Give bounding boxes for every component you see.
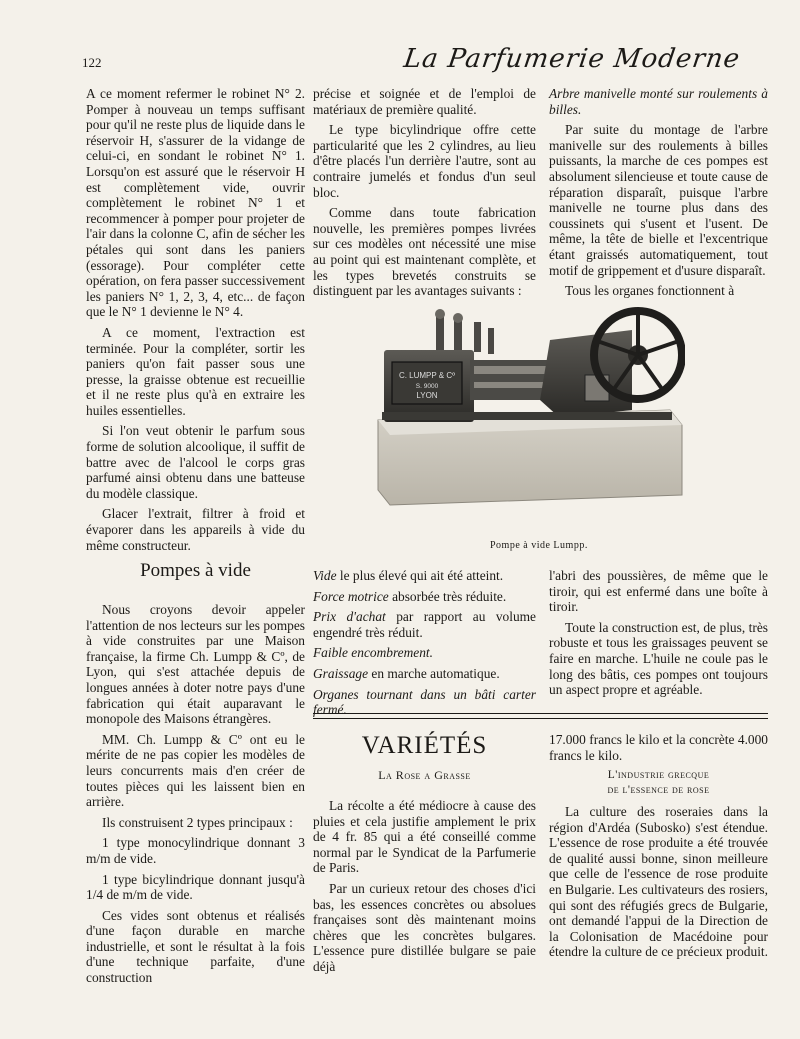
advantage-item: Force motrice absorbée très réduite. (313, 588, 507, 604)
pump-illustration (370, 300, 685, 525)
subheading-line: L'industrie grecque (607, 769, 710, 781)
plate-line-1: C. LUMPP & Cº (398, 371, 456, 380)
paragraph: La récolte a été médiocre à cause des pluies et cela justifie amplement le prix de 4 fr. 85 qui a été conseillé comme normal par le Syndicat de la Parfumerie de Paris. (313, 798, 536, 876)
column-3-middle (549, 568, 768, 703)
paragraph: l'abri des poussières, de même que le tiroir, qui est enfermé dans une boîte à tiroir. (549, 568, 768, 615)
column-3-top (549, 86, 768, 304)
advantage-item: Graissage en marche automatique. (313, 665, 500, 681)
advantage-item: Faible encombrement. (313, 645, 433, 661)
paragraph: 1 type monocylindrique donnant 3 m/m de vide. (86, 835, 305, 866)
paragraph: 17.000 francs le kilo et la concrète 4.000 francs le kilo. (549, 732, 768, 763)
paragraph: 1 type bicylindrique donnant jusqu'à 1/4 de m/m de vide. (86, 871, 305, 903)
paragraph: Ces vides sont obtenus et réalisés d'une façon durable en marche industrielle, et sont le résultat à la fois d'une technique parfaite, d'une construction (86, 907, 305, 986)
advantage-item: Prix d'achat par rapport au volume engendré très réduit. (313, 609, 536, 640)
paragraph: Nous croyons devoir appeler l'attention de nos lecteurs sur les pompes à vide construites par une Maison française, la firme Ch. Lumpp & Cº, de Lyon, qui s'est attachée depuis de longues années à doter notre pays d'une fabrication qui était auparavant le monopole des Maisons étrangères. (86, 602, 305, 727)
figure-caption: Pompe à vide Lumpp. (490, 540, 588, 551)
subheading-industrie-grecque (549, 768, 768, 798)
paragraph: La culture des roseraies dans la région d'Ardéa (Subosko) s'est étendue. L'essence de rose produite a été trouvée de qualité aussi bonne, sinon meilleure que celle de l'essence de rose produite en Bulgarie. Les cultivateurs des rosiers, qui sont des réfugiés grecs de Bulgarie, ont demandé l'appui de la Direction de la Colonisation de Macédoine pour étendre la culture de ce précieux produit. (549, 804, 768, 960)
paragraph: Toute la construction est, de plus, très robuste et tous les graissages peuvent se faire en marche. L'huile ne coule pas le long des bâtis, ces pompes ont toujours un aspect propre et agréable. (549, 619, 768, 698)
column-2-advantages (313, 568, 536, 723)
column-1-bottom (86, 602, 305, 991)
column-2-varietes (313, 798, 536, 980)
page-number: 122 (82, 55, 102, 70)
plate-line-3: LYON (416, 391, 438, 400)
paragraph: Par suite du montage de l'arbre manivelle sur des roulements à billes puissants, la marche de ces pompes est absolument silencieuse et toute cause de réparation disparaît, puisque l'arbre manivelle ne tourne plus dans des coussinets qui s'usent et l'usent. De même, la tête de bielle et l'excentrique étant graissés automatiquement, tout motif de grippement et d'usure disparaît. (549, 122, 768, 278)
subheading-line: de l'essence de rose (607, 784, 710, 796)
section-rule (313, 713, 768, 714)
paragraph: précise et soignée et de l'emploi de matériaux de première qualité. (313, 86, 536, 117)
section-rule (313, 718, 768, 719)
plate-line-2: S. 9000 (415, 383, 439, 390)
paragraph: Le type bicylindrique offre cette particularité que les 2 cylindres, au lieu d'être placés l'un derrière l'autre, sont au contraire jumelés et fondus d'un seul bloc. (313, 122, 536, 200)
paragraph: Glacer l'extrait, filtrer à froid et évaporer dans les appareils à vide du même constructeur. (86, 506, 305, 553)
paragraph: MM. Ch. Lumpp & Cº ont eu le mérite de ne pas copier les modèles de leurs concurrents mais d'en créer de toutes pièces qui les laissent bien en arrière. (86, 731, 305, 810)
section-heading-varietes: VARIÉTÉS (361, 732, 488, 759)
paragraph: A ce moment, l'extraction est terminée. Pour la compléter, sortir les paniers qu'on fait passer sous une presse, la graisse obtenue est recueillie et il ne reste plus qu'à en extraire les huiles essentielles. (86, 324, 305, 418)
paragraph: Si l'on veut obtenir le parfum sous forme de solution alcoolique, il suffit de battre avec de l'alcool le corps gras parfumé ainsi obtenu dans une batteuse du modèle classique. (86, 423, 305, 501)
section-heading-pompes: Pompes à vide (140, 560, 251, 581)
advantage-item: Organes tournant dans un bâti carter fermé. (313, 686, 536, 718)
subheading-rose-grasse: La Rose a Grasse (378, 768, 471, 782)
pump-drawing (370, 300, 685, 525)
paragraph: Arbre manivelle monté sur roulements à billes. (549, 86, 768, 117)
column-3-bottom-top (549, 732, 768, 768)
paragraph: Par un curieux retour des choses d'ici bas, les essences concrètes ou absolues françaises sont dès maintenant moins chères que les concrètes bulgares. L'essence pure distillée bulgare se paie déjà (313, 880, 536, 974)
column-2-top (313, 86, 536, 304)
paragraph: A ce moment refermer le robinet N° 2. Pomper à nouveau un temps suffisant pour qu'il ne reste plus de liquide dans le réservoir H, s'assurer de la vidange de celui-ci, en sondant le robinet N° 1. Lorsqu'on est assuré que le réservoir H est complètement vide, ouvrir complètement le robinet N° 1 et recommencer à pomper pour projeter de l'air dans la colonne C, afin de sécher les pétales qui sont dans les paniers (essorage). Pour compléter cette opération, on fera passer successivement les paniers N° 1, 2, 3, 4, etc... de façon que le N° 1 devienne le N° 4. (86, 86, 305, 320)
paragraph: Tous les organes fonctionnent à (565, 283, 735, 299)
column-1-top (86, 86, 305, 558)
paragraph: Ils construisent 2 types principaux : (102, 814, 293, 830)
column-3-grecque (549, 804, 768, 965)
advantage-item: Vide le plus élevé qui ait été atteint. (313, 568, 504, 583)
paragraph: Comme dans toute fabrication nouvelle, les premières pompes livrées sur ces modèles ont nécessité une mise au point qui est maintenant complète, et les types brevetés construits se distinguent par les avantages suivants : (313, 205, 536, 299)
journal-masthead: La Parfumerie Moderne (401, 44, 743, 74)
